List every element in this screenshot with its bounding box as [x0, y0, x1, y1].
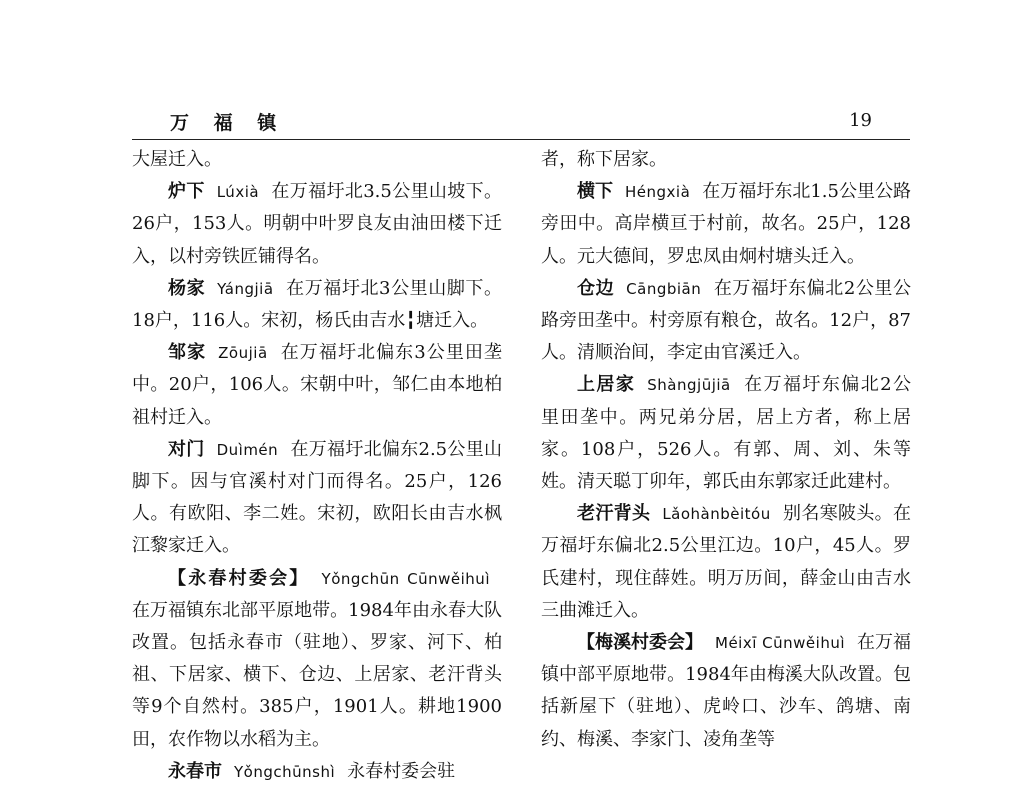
entry-name: 炉下 — [168, 181, 205, 203]
entry-paragraph — [132, 434, 502, 563]
entry-pinyin: Méixī Cūnwěihuì — [715, 634, 845, 653]
entry-text: 者，称下居家。 — [541, 149, 667, 170]
entry-pinyin: Lǎohànbèitóu — [662, 505, 771, 524]
entry-pinyin: Duìmén — [216, 440, 279, 459]
entry-name: 【永春村委会】 — [168, 567, 310, 589]
running-title: 万 福 镇 — [170, 112, 286, 134]
entry-name: 老汗背头 — [577, 503, 651, 525]
entry-name: 上居家 — [577, 374, 636, 396]
entry-paragraph — [132, 563, 502, 756]
entry-name: 【梅溪村委会】 — [577, 632, 704, 654]
entry-paragraph — [132, 144, 502, 176]
entry-pinyin: Zōujiā — [218, 344, 268, 363]
entry-pinyin: Yǒngchūnshì — [234, 762, 336, 781]
entry-paragraph — [132, 176, 502, 273]
entry-text: 在万福圩东偏北2公里公路旁田垄中。村旁原有粮仓，故名。12户，87人。清顺治间，李定由官溪迁入。 — [541, 277, 912, 364]
entry-text: 在万福圩北偏东2.5公里山脚下。因与官溪村对门而得名。25户，126人。有欧阳、李二姓。宋初，欧阳长由吉水枫江黎家迁入。 — [132, 438, 503, 557]
entry-text: 在万福镇中部平原地带。1984年由梅溪大队改置。包括新屋下（驻地）、虎岭口、沙车、鸽塘、南约、梅溪、李家门、凌角垄等 — [541, 632, 912, 750]
entry-text: 永春村委会驻 — [347, 760, 456, 782]
entry-text: 在万福圩东偏北2公里田垄中。两兄弟分居，居上方者，称上居家。108户，526人。有郭、周、刘、朱等姓。清天聪丁卯年，郭氏由东郭家迁此建村。 — [541, 374, 912, 493]
entry-paragraph — [541, 176, 911, 273]
entry-paragraph — [541, 144, 911, 176]
header-rule — [132, 139, 910, 140]
entry-paragraph — [541, 369, 911, 498]
entry-text: 别名寒陂头。在万福圩东偏北2.5公里江边。10户，45人。罗氏建村，现住薛姓。明万历间，薛金山由吉水三曲滩迁入。 — [541, 503, 912, 621]
entry-name: 横下 — [577, 181, 614, 203]
entry-pinyin: Cāngbiān — [626, 279, 702, 298]
entry-paragraph — [541, 273, 911, 370]
entry-name: 对门 — [168, 438, 205, 460]
entry-text: 在万福圩东北1.5公里公路旁田中。高岸横亘于村前，故名。25户，128人。元大德间，罗忠凤由炯村塘头迁入。 — [541, 181, 912, 267]
entry-pinyin: Lúxià — [216, 183, 260, 202]
entry-name: 仓边 — [577, 277, 615, 299]
entry-name: 邹家 — [168, 342, 207, 364]
entry-text: 在万福圩北3.5公里山坡下。26户，153人。明朝中叶罗良友由油田楼下迁入，以村旁铁匠铺得名。 — [132, 181, 502, 267]
entry-text: 在万福圩北偏东3公里田垄中。20户，106人。宋朝中叶，邹仁由本地柏祖村迁入。 — [132, 342, 503, 428]
entry-paragraph — [132, 273, 502, 337]
entry-text: 大屋迁入。 — [132, 149, 222, 170]
entry-text: 在万福镇东北部平原地带。1984年由永春大队改置。包括永春市（驻地）、罗家、河下、柏祖、下居家、横下、仓边、上居家、老汗背头等9个自然村。385户，1901人。耕地1900田，农作物以水稻为主。 — [132, 599, 502, 750]
entry-name: 杨家 — [168, 277, 206, 299]
entry-pinyin: Shàngjūjiā — [647, 376, 731, 395]
left-column — [132, 144, 502, 788]
right-column — [541, 144, 911, 756]
entry-paragraph — [541, 627, 911, 756]
page-number: 19 — [849, 110, 872, 131]
entry-pinyin: Yǒngchūn Cūnwěihuì — [321, 569, 490, 588]
entry-pinyin: Héngxià — [625, 183, 691, 202]
entry-text: 在万福圩北3公里山脚下。18户，116人。宋初，杨氏由吉水╏塘迁入。 — [132, 277, 503, 332]
entry-name: 永春市 — [168, 760, 222, 782]
entry-paragraph — [132, 756, 502, 788]
entry-paragraph — [541, 498, 911, 627]
entry-pinyin: Yángjiā — [217, 279, 274, 298]
entry-paragraph — [132, 337, 502, 434]
page-header — [132, 108, 910, 142]
